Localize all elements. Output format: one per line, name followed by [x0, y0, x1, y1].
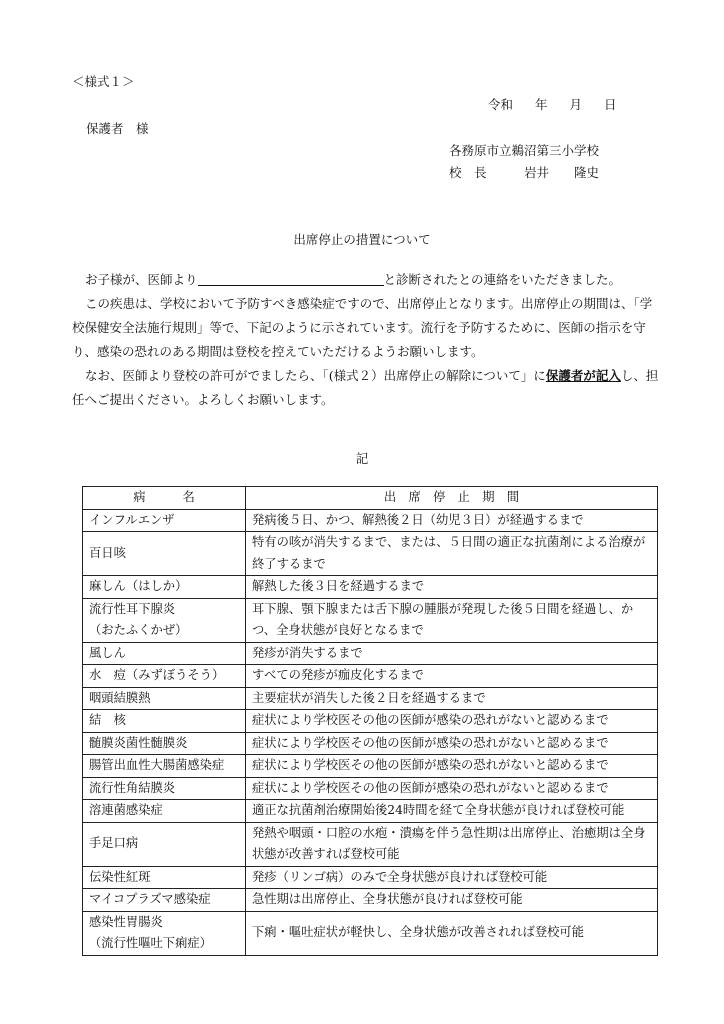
date-line [488, 95, 617, 113]
p3-end: し、担任へご提出ください。よろしくお願いします。 [72, 368, 659, 407]
stop-period: 発疹が消失するまで [246, 642, 658, 665]
disease-name: 百日咳 [83, 532, 246, 576]
disease-name-line2: （おたふくかぜ） [89, 623, 188, 637]
date-month: 月 [569, 97, 583, 112]
date-year: 年 [535, 97, 548, 112]
p3-emphasis: 保護者が記入 [545, 368, 621, 383]
date-day: 日 [604, 97, 617, 112]
disease-name: 風しん [83, 642, 246, 665]
table-row [83, 777, 658, 800]
table-header-row [83, 487, 658, 510]
header-disease: 病 名 [83, 487, 246, 510]
disease-name: 麻しん（はしか） [83, 576, 246, 599]
p1-end: と診断されたとの連絡をいただきました。 [383, 272, 622, 287]
stop-period: 主要症状が消失した後２日を経過するまで [246, 687, 658, 710]
ki-heading: 記 [355, 451, 369, 466]
table-row [83, 665, 658, 688]
disease-name: 流行性角結膜炎 [83, 777, 246, 800]
stop-period: すべての発疹が痂皮化するまで [246, 665, 658, 688]
paragraph-3 [72, 364, 662, 412]
table-row [83, 822, 658, 866]
disease-name-line1: 感染性胃腸炎 [89, 914, 163, 929]
disease-name-line1: 流行性耳下腺炎 [89, 601, 176, 616]
table-row [83, 710, 658, 733]
table-row [83, 598, 658, 642]
form-number: ＜様式１＞ [72, 74, 135, 89]
stop-period: 症状により学校医その他の医師が感染の恐れがないと認めるまで [246, 755, 658, 778]
disease-name [83, 911, 246, 955]
stop-period: 耳下腺、顎下腺または舌下腺の腫脹が発現した後５日間を経過し、かつ、全身状態が良好となるまで [246, 598, 658, 642]
table-row [83, 889, 658, 912]
table-row [83, 576, 658, 599]
table-row [83, 732, 658, 755]
p3-start: なお、医師より登校の許可がでましたら、「(様式２）出席停止の解除について」に [85, 368, 546, 383]
stop-period: 発熱や咽頭・口腔の水疱・潰瘍を伴う急性期は出席停止、治癒期は全身状態が改善すれば登校可能 [246, 822, 658, 866]
paragraph-1 [72, 268, 662, 292]
header-period: 出 席 停 止 期 間 [246, 487, 658, 510]
disease-name: マイコプラズマ感染症 [83, 889, 246, 912]
stop-period: 下痢・嘔吐症状が軽快し、全身状態が改善されれば登校可能 [246, 911, 658, 955]
addressee: 保護者 様 [86, 121, 149, 136]
paragraph-2: この疾患は、学校において予防すべき感染症ですので、出席停止となります。出席停止の期間は、「学校保健安全法施行規則」等で、下記のように示されています。流行を予防するために、医師の指示を守り、感染の恐れのある期間は登校を控えていただけるようお願いします。 [72, 296, 653, 359]
table-row [83, 509, 658, 532]
table-row [83, 532, 658, 576]
disease-name: 伝染性紅斑 [83, 866, 246, 889]
stop-period: 適正な抗菌剤治療開始後24時間を経て全身状態が良ければ登校可能 [246, 800, 658, 823]
disease-name: 腸管出血性大腸菌感染症 [83, 755, 246, 778]
p1-start: お子様が、医師より [85, 272, 198, 287]
stop-period: 発病後５日、かつ、解熱後２日（幼児３日）が経過するまで [246, 509, 658, 532]
table-row [83, 800, 658, 823]
table-row [83, 755, 658, 778]
disease-name: 手足口病 [83, 822, 246, 866]
attendance-table [82, 486, 658, 956]
table-row [83, 866, 658, 889]
disease-name: 結 核 [83, 710, 246, 733]
page-title: 出席停止の措置について [293, 232, 431, 247]
disease-name [83, 598, 246, 642]
stop-period: 症状により学校医その他の医師が感染の恐れがないと認めるまで [246, 732, 658, 755]
date-era: 令和 [488, 97, 514, 112]
stop-period: 特有の咳が消失するまで、または、５日間の適正な抗菌剤による治療が終了するまで [246, 532, 658, 576]
diagnosis-blank [198, 271, 384, 286]
disease-name: インフルエンザ [83, 509, 246, 532]
table-row [83, 642, 658, 665]
table-row [83, 911, 658, 955]
stop-period: 症状により学校医その他の医師が感染の恐れがないと認めるまで [246, 777, 658, 800]
stop-period: 症状により学校医その他の医師が感染の恐れがないと認めるまで [246, 710, 658, 733]
stop-period: 解熱した後３日を経過するまで [246, 576, 658, 599]
disease-name: 咽頭結膜熱 [83, 687, 246, 710]
stop-period: 急性期は出席停止、全身状態が良ければ登校可能 [246, 889, 658, 912]
school-name: 各務原市立鵜沼第三小学校 [449, 143, 600, 158]
disease-name: 溶連菌感染症 [83, 800, 246, 823]
disease-name-line2: （流行性嘔吐下痢症） [89, 936, 212, 950]
principal-name: 校 長 岩井 隆史 [449, 165, 600, 180]
stop-period: 発疹（リンゴ病）のみで全身状態が良ければ登校可能 [246, 866, 658, 889]
disease-name: 髄膜炎菌性髄膜炎 [83, 732, 246, 755]
disease-name: 水 痘（みずぼうそう） [83, 665, 246, 688]
table-row [83, 687, 658, 710]
